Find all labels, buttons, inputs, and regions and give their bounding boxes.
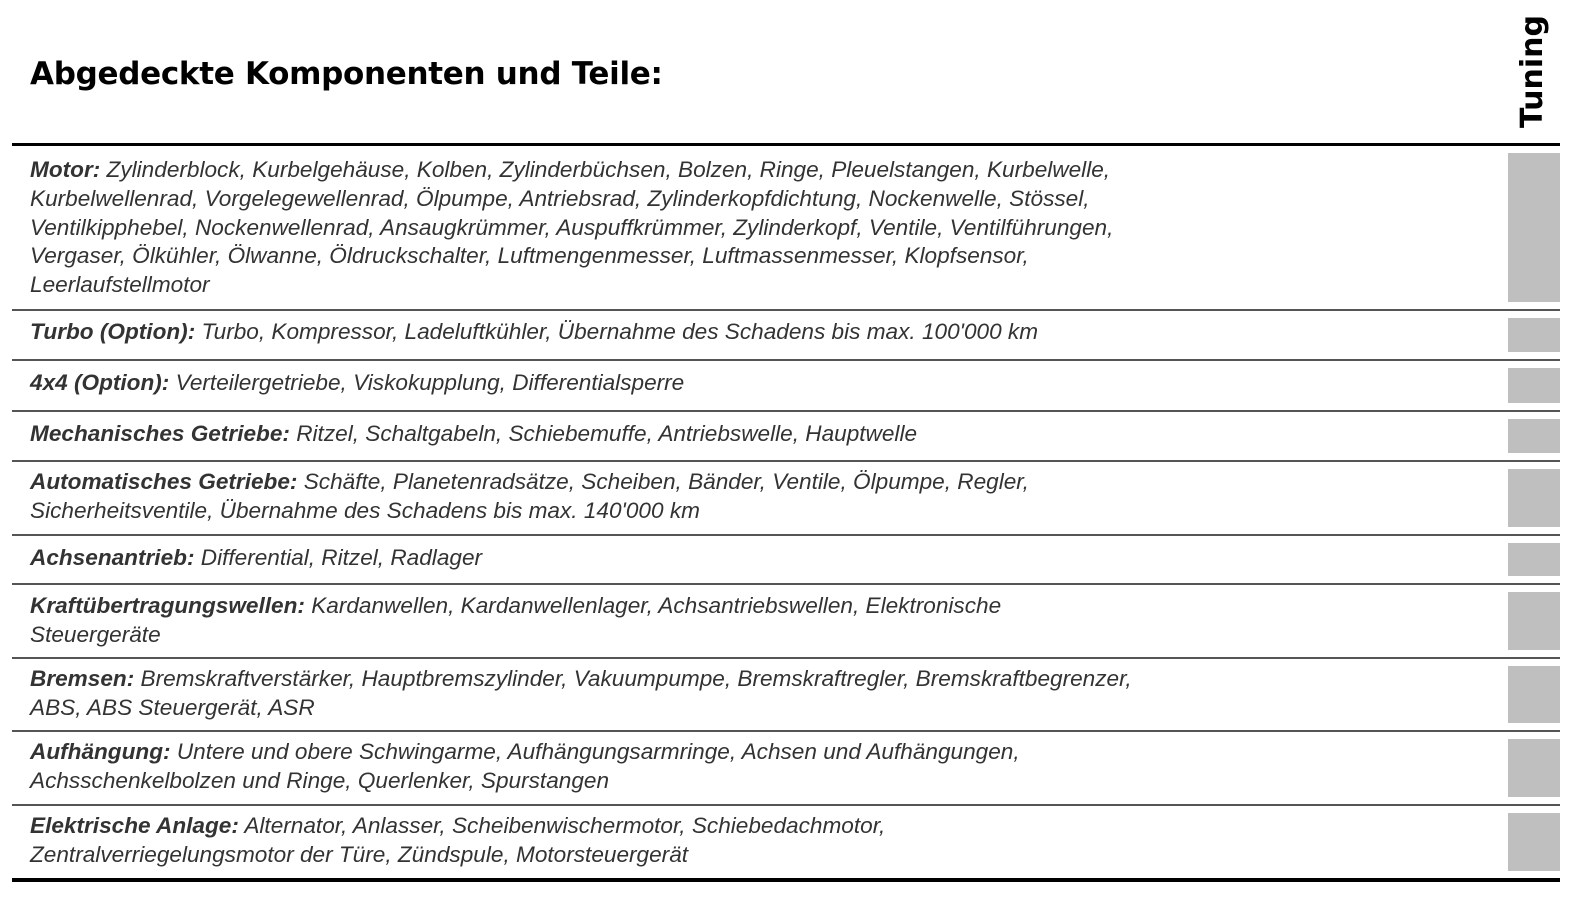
tuning-coverage-cell bbox=[1508, 318, 1560, 352]
row-text bbox=[12, 361, 1280, 398]
table-row bbox=[12, 536, 1560, 585]
component-parts-line: Achsschenkelbolzen und Ringe, Querlenker, Spurstangen bbox=[30, 767, 610, 793]
component-parts-line: Differential, Ritzel, Radlager bbox=[200, 545, 483, 570]
table-row bbox=[12, 412, 1560, 462]
table-row bbox=[12, 659, 1560, 732]
component-parts-line: ABS, ABS Steuergerät, ASR bbox=[30, 694, 315, 720]
component-parts-line: Kardanwellen, Kardanwellenlager, Achsantriebswellen, Elektronische bbox=[311, 593, 1002, 618]
component-parts-line: Alternator, Anlasser, Scheibenwischermotor, Schiebedachmotor, bbox=[244, 813, 886, 838]
column-header-tuning bbox=[1502, 14, 1562, 128]
tuning-coverage-cell bbox=[1508, 592, 1560, 650]
component-parts-line: Schäfte, Planetenradsätze, Scheiben, Bänder, Ventile, Ölpumpe, Regler, bbox=[303, 469, 1029, 494]
tuning-coverage-cell bbox=[1508, 469, 1560, 527]
component-label: Mechanisches Getriebe: bbox=[30, 421, 290, 446]
row-text bbox=[12, 659, 1280, 723]
row-text bbox=[12, 412, 1280, 449]
component-parts-line: Kurbelwellenrad, Vorgelegewellenrad, Ölpumpe, Antriebsrad, Zylinderkopfdichtung, Nockenwelle, Stössel, bbox=[30, 185, 1090, 211]
component-label: Aufhängung: bbox=[30, 739, 171, 764]
component-label: Elektrische Anlage: bbox=[30, 813, 239, 838]
tuning-coverage-cell bbox=[1508, 666, 1560, 723]
component-parts-line: Zentralverriegelungsmotor der Türe, Zündspule, Motorsteuergerät bbox=[30, 841, 689, 867]
tuning-coverage-cell bbox=[1508, 543, 1560, 576]
component-parts-line: Turbo, Kompressor, Ladeluftkühler, Übernahme des Schadens bis max. 100'000 km bbox=[201, 319, 1039, 344]
component-parts-line: Verteilergetriebe, Viskokupplung, Differentialsperre bbox=[175, 370, 685, 395]
component-parts-line: Ventilkipphebel, Nockenwellenrad, Ansaugkrümmer, Auspuffkrümmer, Zylinderkopf, Ventile, Ventilführungen, bbox=[30, 214, 1114, 240]
component-label: Bremsen: bbox=[30, 666, 135, 691]
component-label: Turbo (Option): bbox=[30, 319, 196, 344]
row-text bbox=[12, 585, 1280, 650]
component-label: Motor: bbox=[30, 157, 101, 182]
component-parts-line: Vergaser, Ölkühler, Ölwanne, Öldruckschalter, Luftmengenmesser, Luftmassenmesser, Klopfsensor, bbox=[30, 243, 1029, 269]
row-text bbox=[12, 806, 1280, 870]
component-label: 4x4 (Option): bbox=[30, 370, 170, 395]
table-row bbox=[12, 146, 1560, 311]
row-text bbox=[12, 732, 1280, 796]
tuning-coverage-cell bbox=[1508, 419, 1560, 453]
row-text bbox=[12, 146, 1280, 300]
component-label: Achsenantrieb: bbox=[30, 545, 195, 570]
table-row bbox=[12, 732, 1560, 806]
table-row bbox=[12, 462, 1560, 536]
component-parts-line: Zylinderblock, Kurbelgehäuse, Kolben, Zylinderbüchsen, Bolzen, Ringe, Pleuelstangen, Kurbelwelle, bbox=[106, 157, 1111, 182]
component-parts-line: Steuergeräte bbox=[30, 621, 161, 647]
row-text bbox=[12, 462, 1280, 526]
tuning-coverage-cell bbox=[1508, 813, 1560, 871]
tuning-coverage-cell bbox=[1508, 153, 1560, 302]
component-parts-line: Sicherheitsventile, Übernahme des Schadens bis max. 140'000 km bbox=[30, 497, 700, 523]
components-table bbox=[12, 146, 1560, 882]
component-label: Automatisches Getriebe: bbox=[30, 469, 298, 494]
page-title: Abgedeckte Komponenten und Teile: bbox=[30, 56, 663, 92]
column-header-label: Tuning bbox=[1514, 14, 1550, 128]
row-text bbox=[12, 536, 1280, 573]
component-label: Kraftübertragungswellen: bbox=[30, 593, 305, 618]
table-row bbox=[12, 806, 1560, 882]
component-parts-line: Ritzel, Schaltgabeln, Schiebemuffe, Antriebswelle, Hauptwelle bbox=[296, 421, 918, 446]
component-parts-line: Untere und obere Schwingarme, Aufhängungsarmringe, Achsen und Aufhängungen, bbox=[176, 739, 1020, 764]
component-parts-line: Bremskraftverstärker, Hauptbremszylinder, Vakuumpumpe, Bremskraftregler, Bremskraftbegrenzer, bbox=[140, 666, 1132, 691]
table-row bbox=[12, 311, 1560, 361]
tuning-coverage-cell bbox=[1508, 739, 1560, 797]
component-parts-line: Leerlaufstellmotor bbox=[30, 272, 210, 298]
table-row bbox=[12, 361, 1560, 412]
row-text bbox=[12, 311, 1280, 347]
tuning-coverage-cell bbox=[1508, 368, 1560, 403]
table-row bbox=[12, 585, 1560, 659]
